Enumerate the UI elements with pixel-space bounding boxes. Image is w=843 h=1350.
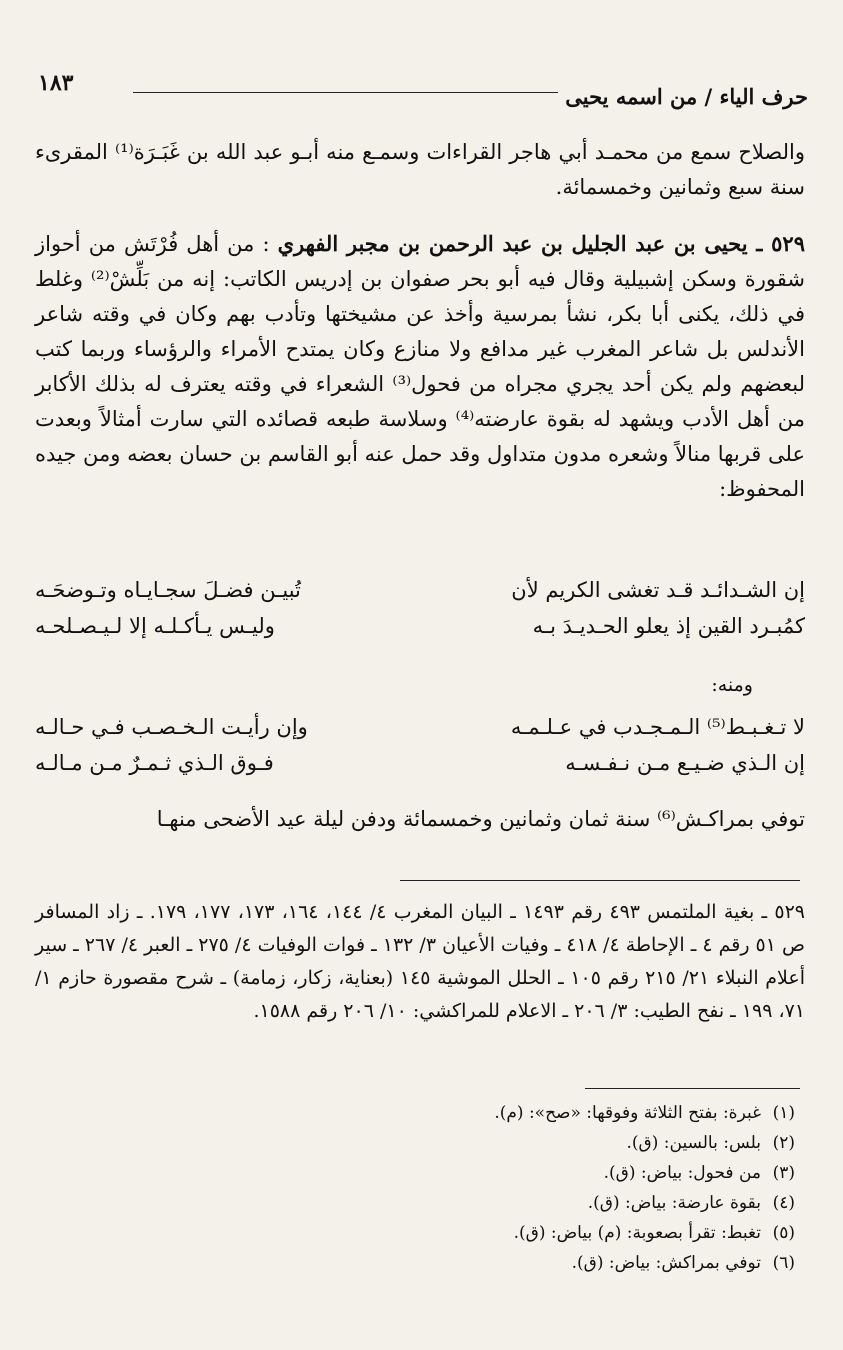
sources-paragraph: ٥٢٩ ـ بغية الملتمس ٤٩٣ رقم ١٤٩٣ ـ البيان المغرب ٤/ ١٤٤، ١٦٤، ١٧٣، ١٧٧، ١٧٩. ـ زاد المسافر ص ٥١ رقم ٤ ـ الإحاطة ٤/ ٤١٨ ـ وفيات الأعيان ٣/ ١٣٢ ـ فوات الوفيات ٤/ ٢٧٥ ـ العبر ٤/ ٢٦٧ ـ سير أعلام النبلاء ٢١/ ٢١٥ رقم ١٠٥ ـ الحلل الموشية ١٤٥ (بعناية، زكار، زمامة) ـ شرح مقصورة حازم ١/ ٧١، ١٩٩ ـ نفح الطيب: ٣/ ٢٠٦ ـ الاعلام للمراكشي: ١٠/ ٢٠٦ رقم ١٥٨٨. bbox=[35, 901, 806, 1022]
verse-hemistich-second: وليـس يـأكـلـه إلا لـيـصـلحـه bbox=[35, 614, 275, 638]
page-number: ١٨٣ bbox=[38, 70, 74, 96]
poem-first bbox=[35, 578, 805, 650]
verse-hemistich-first: كمُبـرد القين إذ يعلو الحـديـدَ بـه bbox=[532, 614, 805, 638]
footnote-number: (٤) bbox=[772, 1193, 795, 1213]
footnote bbox=[295, 1218, 795, 1248]
footnote bbox=[295, 1158, 795, 1188]
verse-line bbox=[35, 578, 805, 614]
footnote bbox=[295, 1128, 795, 1158]
verse-hemistich-second: تُبيـن فضـلَ سجـايـاه وتـوضحَـه bbox=[35, 578, 301, 602]
footnote-text: بقوة عارضة: بياض: (ق). bbox=[587, 1193, 761, 1213]
verse-hemistich-second: وإن رأيـت الـخـصـب فـي حـالـه bbox=[35, 715, 308, 739]
poem-second bbox=[35, 715, 805, 787]
minhu-label: ومنه: bbox=[711, 674, 753, 696]
header-rule bbox=[133, 92, 558, 93]
entry-paragraph bbox=[35, 226, 805, 507]
verse-hemistich-first: إن الـذي ضـيـع مـن نـفـسـه bbox=[565, 751, 805, 775]
footnotes-rule bbox=[585, 1088, 800, 1089]
verse-line bbox=[35, 614, 805, 650]
closing-line: توفي بمراكـش⁽⁶⁾ سنة ثمان وثمانين وخمسمائة ودفن ليلة عيد الأضحى منهـا bbox=[156, 807, 805, 831]
footnote bbox=[295, 1098, 795, 1128]
footnote-text: بلس: بالسين: (ق). bbox=[626, 1133, 761, 1153]
footnote-number: (٥) bbox=[772, 1223, 795, 1243]
footnote-text: غبرة: بفتح الثلاثة وفوقها: «صح»: (م). bbox=[494, 1103, 761, 1123]
footnote-text: من فحول: بياض: (ق). bbox=[603, 1163, 761, 1183]
footnote-text: تغبط: تقرأ بصعوبة: (م) بياض: (ق). bbox=[513, 1223, 761, 1243]
footnote bbox=[295, 1248, 795, 1278]
page-header bbox=[38, 70, 808, 110]
entry-text: : من أهل فُرْتَش من أحواز شقورة وسكن إشبيلية وقال فيه أبو بحر صفوان بن إدريس الكاتب: إنه من بَلِّشْ⁽²⁾ وغلط في ذلك، يكنى أبا بكر، نشأ بمرسية وأخذ عن مشيختها وتأدب بهم وكان في وقته شاعر الأندلس بل شاعر المغرب غير مدافع ولا منازع وكان يمتدح الأمراء والرؤساء وربما كتب لبعضهم ولم يكن أحد يجري مجراه من فحول⁽³⁾ الشعراء في وقته يعترف له بذلك الأكابر من أهل الأدب ويشهد له بقوة عارضته⁽⁴⁾ وسلاسة طبعه قصائده التي سارت أمثالاً وبعدت على قربها منالاً وشعره مدون متداول وقد حمل عنه أبو القاسم بن حسان بعضه ومن جيده المحفوظ: bbox=[35, 232, 806, 501]
footnote-text: توفي بمراكش: بياض: (ق). bbox=[571, 1253, 761, 1273]
footnote-number: (٢) bbox=[772, 1133, 795, 1153]
running-head: حرف الياء / من اسمه يحيى bbox=[565, 84, 808, 109]
verse-hemistich-first: إن الشـدائـد قـد تغشى الكريم لأن bbox=[511, 578, 805, 602]
footnote-number: (٦) bbox=[772, 1253, 795, 1273]
footnote-number: (٣) bbox=[772, 1163, 795, 1183]
paragraph-intro: والصلاح سمع من محمـد أبي هاجر القراءات وسمـع منه أبـو عبد الله بن غَبَـرَة⁽¹⁾ المقرىء سنة سبع وثمانين وخمسمائة. bbox=[35, 140, 806, 199]
footnotes-list bbox=[295, 1098, 795, 1278]
footnote bbox=[295, 1188, 795, 1218]
footnote-number: (١) bbox=[772, 1103, 795, 1123]
entry-heading: ٥٢٩ ـ يحيى بن عبد الجليل بن عبد الرحمن بن مجبر الفهري bbox=[277, 231, 805, 256]
verse-hemistich-second: فـوق الـذي ثـمـرٌ مـن مـالـه bbox=[35, 751, 274, 775]
verse-hemistich-first: لا تـغـبـط⁽⁵⁾ الـمـجـدب في عـلـمـه bbox=[510, 715, 805, 739]
verse-line bbox=[35, 715, 805, 751]
verse-line bbox=[35, 751, 805, 787]
sources-rule bbox=[400, 880, 800, 881]
